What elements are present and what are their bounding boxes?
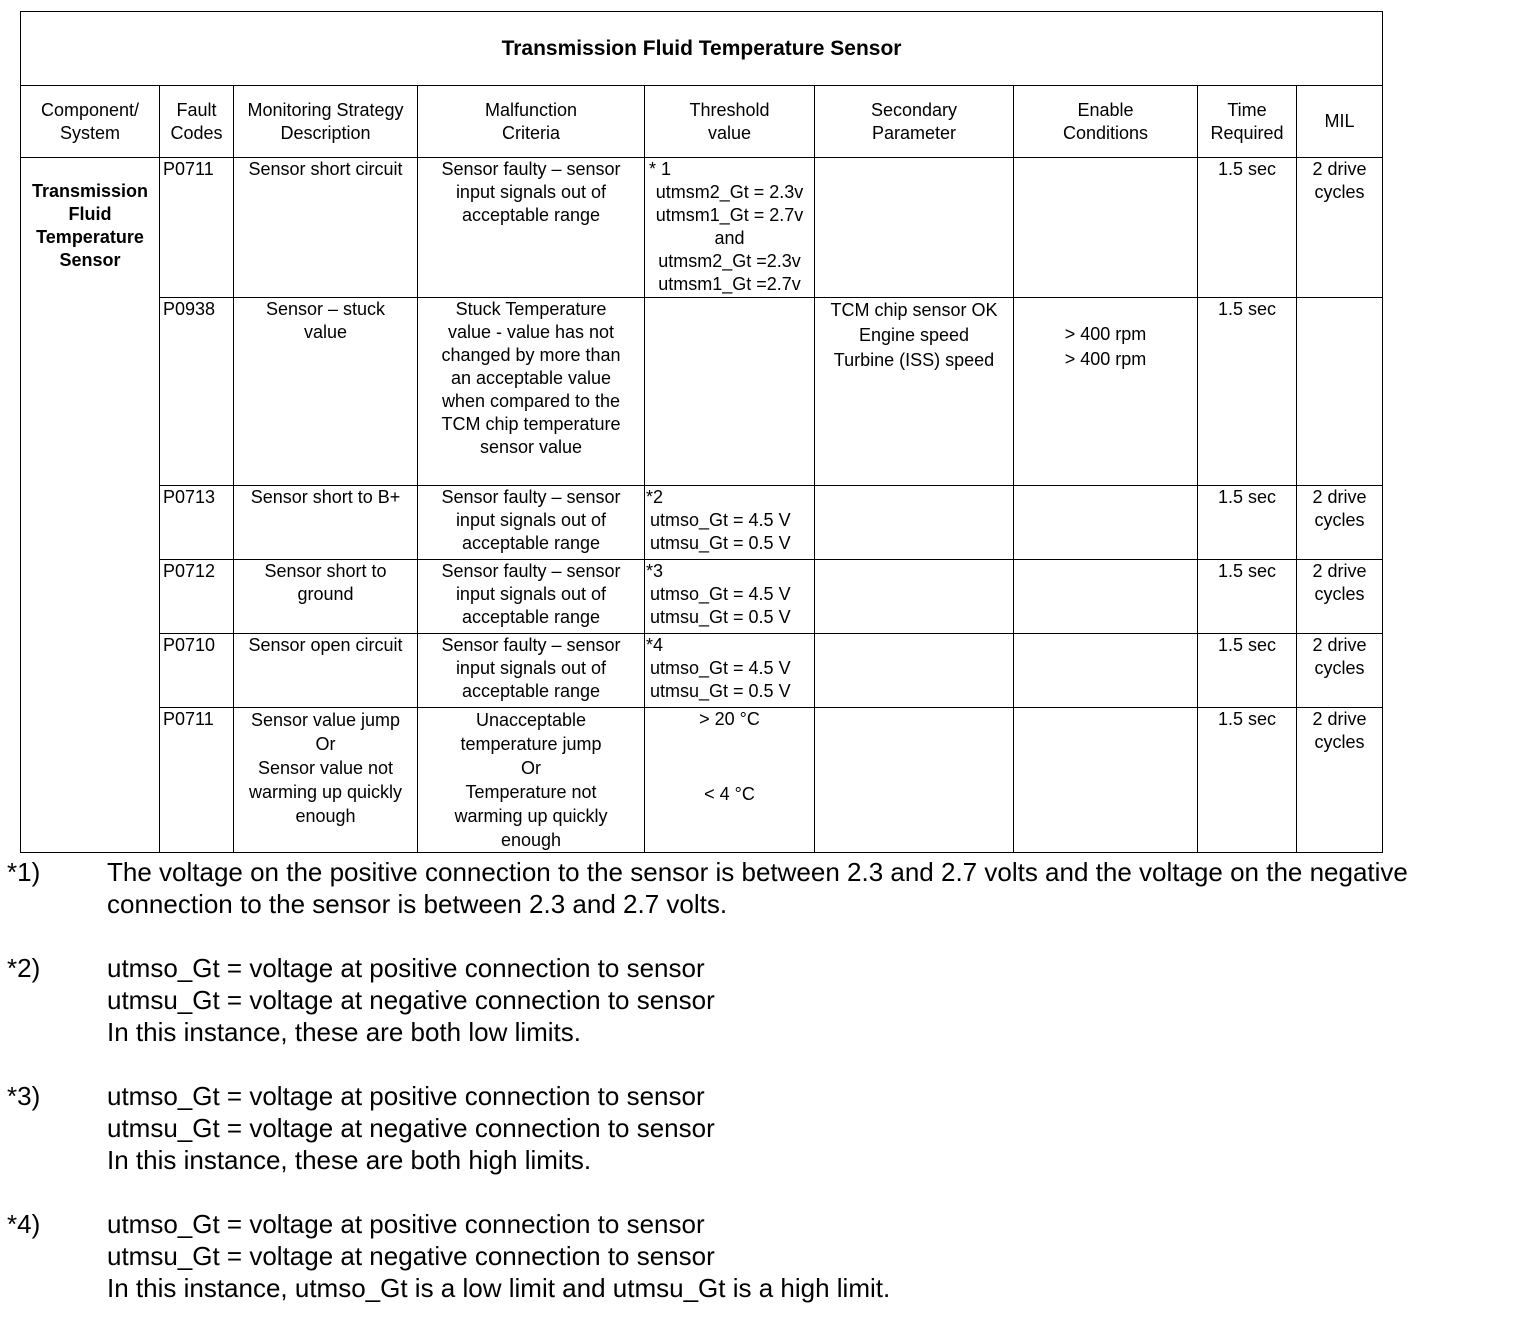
criteria-cell: Unacceptable temperature jump Or Temperature not warming up quickly enough [418, 708, 645, 853]
time-cell: 1.5 sec [1198, 298, 1297, 486]
criteria-cell: Stuck Temperature value - value has not changed by more than an acceptable value when compared to the TCM chip temperature sensor value [418, 298, 645, 486]
header-threshold: Threshold value [645, 86, 815, 158]
fault-code: P0710 [160, 634, 234, 708]
threshold-value: utmso_Gt = 4.5 V utmsu_Gt = 0.5 V [650, 658, 791, 701]
enable-cell [1014, 560, 1198, 634]
header-enable-conditions: Enable Conditions [1014, 86, 1198, 158]
enable-cell [1014, 486, 1198, 560]
secondary-cell [815, 486, 1014, 560]
footnote-line: utmso_Gt = voltage at positive connection to sensor [107, 1209, 705, 1239]
time-cell: 1.5 sec [1198, 634, 1297, 708]
table-row [21, 634, 1383, 708]
secondary-cell [815, 560, 1014, 634]
table-row [21, 560, 1383, 634]
header-fault-codes: Fault Codes [160, 86, 234, 158]
mil-cell [1297, 298, 1383, 486]
fault-code: P0938 [160, 298, 234, 486]
fault-code: P0713 [160, 486, 234, 560]
fault-code-table [20, 11, 1383, 853]
footnote-line: In this instance, these are both low limits. [107, 1017, 582, 1047]
secondary-cell [815, 634, 1014, 708]
fault-code: P0711 [160, 708, 234, 853]
time-cell: 1.5 sec [1198, 560, 1297, 634]
footnote-text [107, 952, 1507, 1048]
footnote-line: The voltage on the positive connection to the sensor is between 2.3 and 2.7 volts and the voltage on the negative [107, 857, 1408, 887]
footnote-line: utmsu_Gt = voltage at negative connection to sensor [107, 985, 715, 1015]
footnote-text [107, 856, 1507, 920]
header-malfunction-criteria: Malfunction Criteria [418, 86, 645, 158]
footnote-number: *3) [7, 1081, 41, 1111]
fault-code: P0711 [160, 158, 234, 298]
strategy-cell: Sensor short circuit [234, 158, 418, 298]
threshold-value: utmso_Gt = 4.5 V utmsu_Gt = 0.5 V [650, 510, 791, 553]
threshold-note: *2 [646, 487, 664, 507]
criteria-cell: Sensor faulty – sensor input signals out of acceptable range [418, 158, 645, 298]
mil-cell: 2 drive cycles [1297, 158, 1383, 298]
threshold-cell [645, 708, 815, 853]
table-row [21, 298, 1383, 486]
enable-cell [1014, 708, 1198, 853]
enable-cell [1014, 634, 1198, 708]
footnote-line: In this instance, utmso_Gt is a low limit and utmsu_Gt is a high limit. [107, 1273, 891, 1303]
header-component: Component/ System [21, 86, 160, 158]
threshold-value-warmup: < 4 °C [704, 784, 755, 804]
header-secondary-parameter: Secondary Parameter [815, 86, 1014, 158]
criteria-cell: Sensor faulty – sensor input signals out of acceptable range [418, 560, 645, 634]
strategy-cell: Sensor value jump Or Sensor value not warming up quickly enough [234, 708, 418, 853]
time-cell: 1.5 sec [1198, 158, 1297, 298]
secondary-cell: TCM chip sensor OK Engine speed Turbine (ISS) speed [815, 298, 1014, 486]
footnote-number: *1) [7, 857, 41, 887]
threshold-note: *4 [646, 635, 664, 655]
footnote-line: utmso_Gt = voltage at positive connection to sensor [107, 953, 705, 983]
footnote-text [107, 1080, 1507, 1176]
threshold-cell [645, 486, 815, 560]
header-time-required: Time Required [1198, 86, 1297, 158]
criteria-cell: Sensor faulty – sensor input signals out of acceptable range [418, 486, 645, 560]
strategy-cell: Sensor – stuck value [234, 298, 418, 486]
threshold-value: utmsm2_Gt = 2.3v utmsm1_Gt = 2.7v and utmsm2_Gt =2.3v utmsm1_Gt =2.7v [655, 182, 804, 294]
strategy-cell: Sensor short to ground [234, 560, 418, 634]
threshold-cell [645, 560, 815, 634]
table-title: Transmission Fluid Temperature Sensor [21, 12, 1383, 86]
threshold-value: utmso_Gt = 4.5 V utmsu_Gt = 0.5 V [650, 584, 791, 627]
fault-code: P0712 [160, 560, 234, 634]
enable-cell [1014, 158, 1198, 298]
mil-cell: 2 drive cycles [1297, 560, 1383, 634]
enable-cell: > 400 rpm > 400 rpm [1014, 298, 1198, 486]
threshold-cell [645, 298, 815, 486]
table-row [21, 158, 1383, 298]
mil-cell: 2 drive cycles [1297, 634, 1383, 708]
time-cell: 1.5 sec [1198, 486, 1297, 560]
footnote-text [107, 1208, 1507, 1304]
threshold-note: * 1 [649, 159, 672, 179]
header-mil: MIL [1297, 86, 1383, 158]
threshold-cell [645, 634, 815, 708]
mil-cell: 2 drive cycles [1297, 486, 1383, 560]
strategy-cell: Sensor open circuit [234, 634, 418, 708]
criteria-cell: Sensor faulty – sensor input signals out of acceptable range [418, 634, 645, 708]
footnote-line: connection to the sensor is between 2.3 and 2.7 volts. [107, 889, 728, 919]
footnote-line: utmsu_Gt = voltage at negative connection to sensor [107, 1241, 715, 1271]
strategy-cell: Sensor short to B+ [234, 486, 418, 560]
table-row [21, 708, 1383, 853]
time-cell: 1.5 sec [1198, 708, 1297, 853]
threshold-note: *3 [646, 561, 664, 581]
header-monitoring-strategy: Monitoring Strategy Description [234, 86, 418, 158]
footnote-line: In this instance, these are both high limits. [107, 1145, 592, 1175]
threshold-value-jump: > 20 °C [699, 709, 760, 729]
threshold-cell [645, 158, 815, 298]
footnote-line: utmsu_Gt = voltage at negative connection to sensor [107, 1113, 715, 1143]
secondary-cell [815, 708, 1014, 853]
table-row [21, 486, 1383, 560]
footnote-number: *4) [7, 1209, 41, 1239]
secondary-cell [815, 158, 1014, 298]
footnote-line: utmso_Gt = voltage at positive connection to sensor [107, 1081, 705, 1111]
component-name: Transmission Fluid Temperature Sensor [21, 158, 160, 853]
mil-cell: 2 drive cycles [1297, 708, 1383, 853]
footnote-number: *2) [7, 953, 41, 983]
